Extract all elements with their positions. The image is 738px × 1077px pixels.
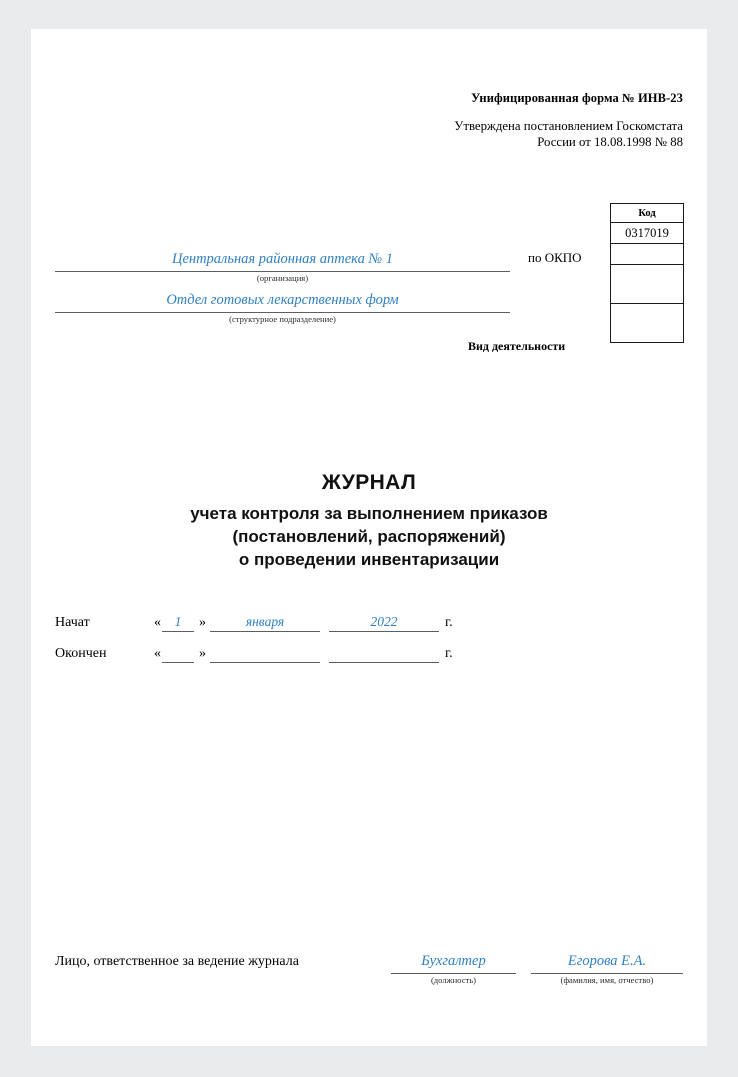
- table-row: [611, 304, 684, 343]
- responsible-person-label: Лицо, ответственное за ведение журнала: [55, 954, 299, 969]
- responsible-position-rule: [391, 973, 516, 974]
- table-row: [611, 223, 684, 244]
- date-started-month[interactable]: января: [245, 614, 285, 629]
- approval-note: [454, 118, 683, 150]
- subdivision-rule: [55, 312, 510, 313]
- responsible-position-caption: (должность): [430, 975, 477, 985]
- code-empty-cell-2[interactable]: [611, 265, 684, 304]
- activity-type-label: Вид деятельности: [468, 339, 566, 353]
- code-header-cell: Код: [611, 204, 684, 223]
- date-finished-month-rule: [210, 662, 320, 663]
- title-line-2: учета контроля за выполнением приказов: [190, 504, 548, 523]
- document-page: [31, 29, 707, 1046]
- date-finished-label: Окончен: [55, 646, 107, 661]
- code-empty-cell-3[interactable]: [611, 304, 684, 343]
- code-empty-cell-1[interactable]: [611, 244, 684, 265]
- responsible-name-caption: (фамилия, имя, отчество): [560, 975, 654, 985]
- organization-name-rule: [55, 271, 510, 272]
- table-row: [611, 265, 684, 304]
- date-started-month-rule: [210, 631, 320, 632]
- quote-open-started: «: [154, 615, 161, 630]
- responsible-name-value[interactable]: Егорова Е.А.: [567, 953, 647, 969]
- title-line-1: ЖУРНАЛ: [321, 471, 417, 494]
- subdivision-caption: (структурное подразделение): [229, 314, 336, 324]
- date-finished-day-rule: [162, 662, 194, 663]
- approval-line-1: Утверждена постановлением Госкомстата: [454, 119, 683, 133]
- date-finished-year-rule: [329, 662, 439, 663]
- code-table: [610, 203, 684, 343]
- date-started-year[interactable]: 2022: [370, 614, 398, 629]
- responsible-position-value[interactable]: Бухгалтер: [421, 953, 486, 969]
- date-started-year-rule: [329, 631, 439, 632]
- responsible-name-rule: [531, 973, 683, 974]
- okpo-label: по ОКПО: [528, 250, 582, 265]
- date-started-day-rule: [162, 631, 194, 632]
- date-started-label: Начат: [55, 615, 90, 630]
- quote-open-finished: «: [154, 646, 161, 661]
- title-line-4: о проведении инвентаризации: [238, 550, 500, 569]
- organization-name-caption: (организация): [256, 273, 309, 283]
- subdivision-value[interactable]: Отдел готовых лекарственных форм: [166, 292, 399, 308]
- table-row: [611, 244, 684, 265]
- year-suffix-started: г.: [445, 615, 453, 630]
- quote-close-finished: »: [199, 646, 206, 661]
- organization-name-value[interactable]: Центральная районная аптека № 1: [171, 251, 394, 267]
- approval-line-2: России от 18.08.1998 № 88: [537, 135, 683, 149]
- table-row: [611, 204, 684, 223]
- title-line-3: (постановлений, распоряжений): [232, 527, 506, 546]
- year-suffix-finished: г.: [445, 646, 453, 661]
- form-code-label: Унифицированная форма № ИНВ-23: [471, 91, 683, 105]
- date-started-day[interactable]: 1: [174, 614, 182, 629]
- okpo-code-cell[interactable]: 0317019: [611, 223, 684, 244]
- quote-close-started: »: [199, 615, 206, 630]
- page-title: [31, 471, 707, 571]
